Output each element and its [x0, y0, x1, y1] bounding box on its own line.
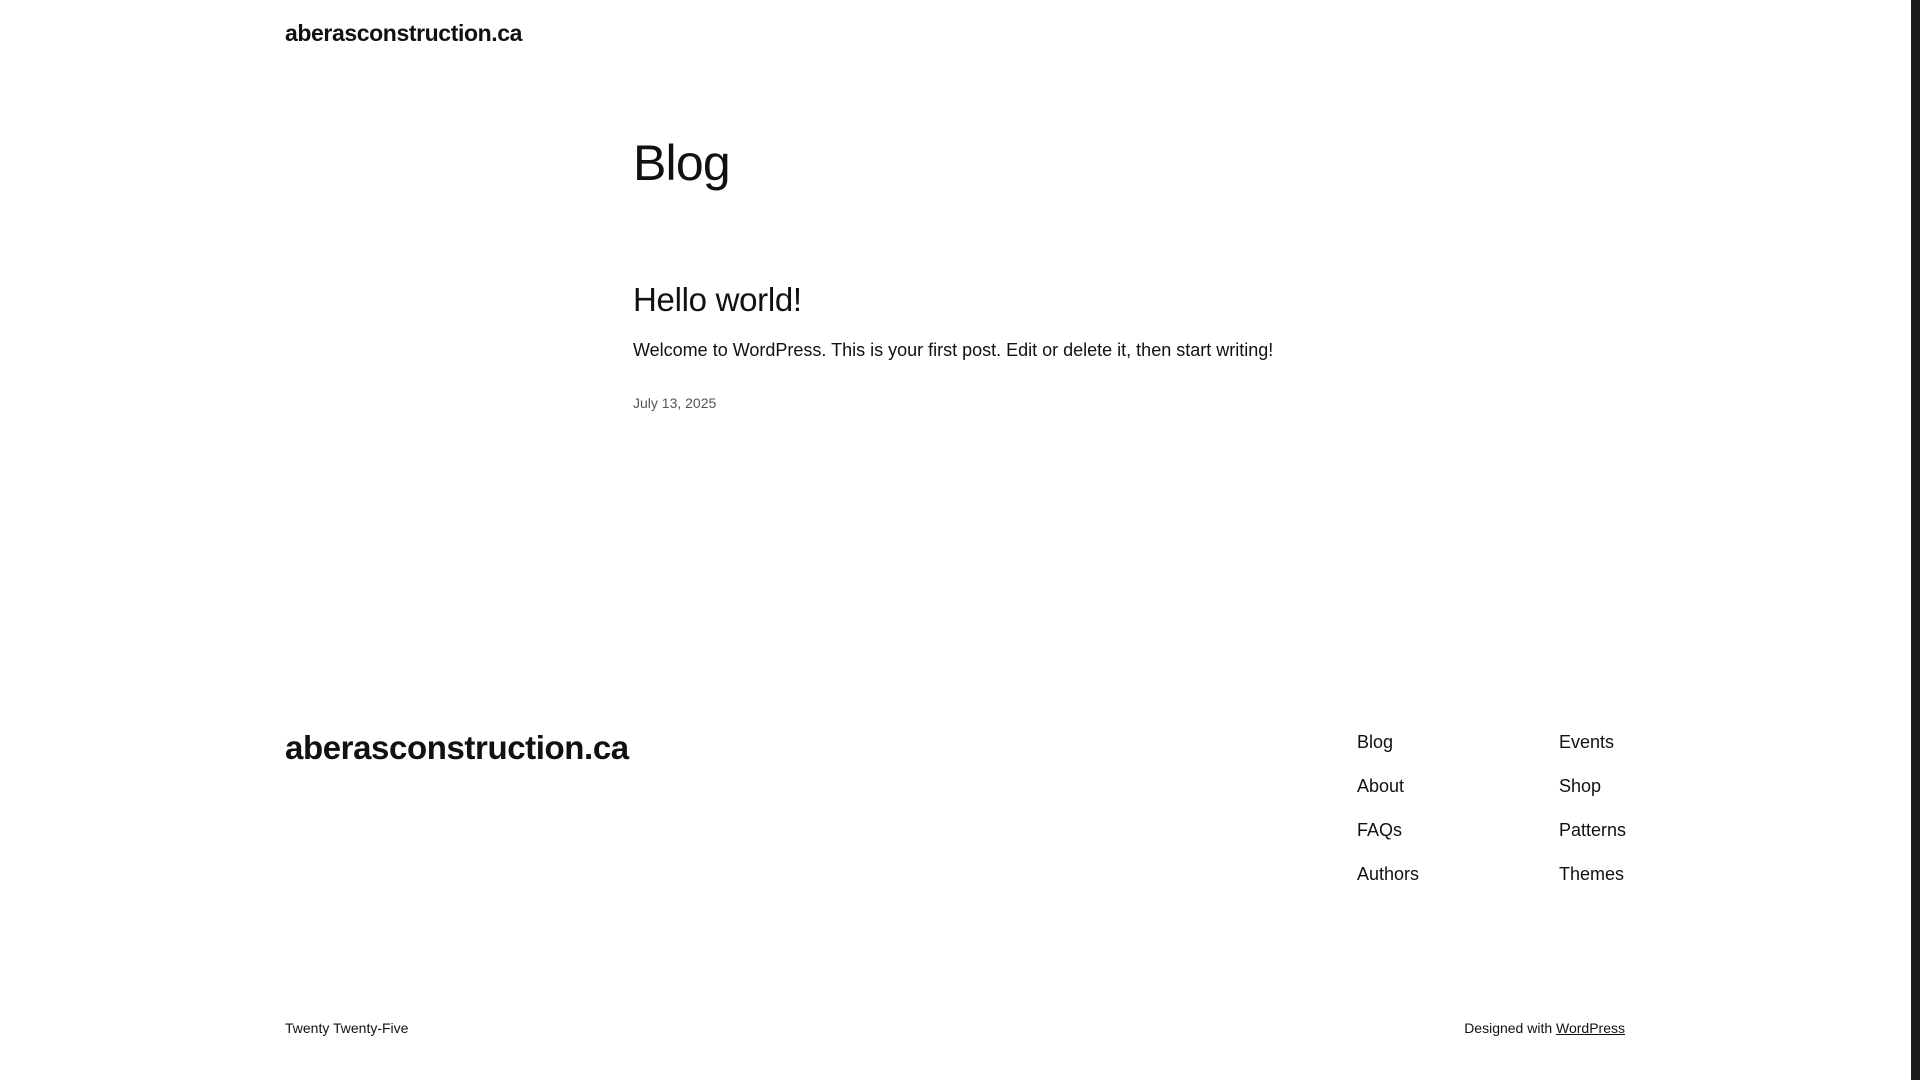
footer-link-events[interactable]: Events: [1559, 732, 1615, 752]
footer-link-blog[interactable]: Blog: [1357, 732, 1394, 752]
footer-link-about[interactable]: About: [1357, 776, 1405, 796]
post-excerpt: Welcome to WordPress. This is your first post. Edit or delete it, then start writing!: [633, 340, 1274, 360]
footer-link-faqs[interactable]: FAQs: [1357, 820, 1403, 840]
designed-with-credit: [1464, 1020, 1625, 1036]
designed-with-prefix: Designed with: [1464, 1020, 1553, 1036]
post-title-link[interactable]: Hello world!: [633, 281, 802, 318]
footer-link-patterns[interactable]: Patterns: [1559, 820, 1627, 840]
page-title: Blog: [633, 135, 730, 191]
wordpress-link[interactable]: WordPress: [1556, 1020, 1625, 1036]
footer-link-themes[interactable]: Themes: [1559, 864, 1625, 884]
footer-site-title[interactable]: aberasconstruction.ca: [285, 729, 629, 766]
footer-nav-column-1: [1357, 731, 1419, 885]
vertical-scrollbar[interactable]: [1911, 0, 1920, 1080]
post-date[interactable]: July 13, 2025: [633, 395, 717, 411]
footer-nav-column-2: [1559, 731, 1626, 885]
theme-credit[interactable]: Twenty Twenty-Five: [285, 1020, 409, 1036]
footer-link-authors[interactable]: Authors: [1357, 864, 1420, 884]
footer-link-shop[interactable]: Shop: [1559, 776, 1602, 796]
site-title-link[interactable]: aberasconstruction.ca: [285, 20, 523, 46]
